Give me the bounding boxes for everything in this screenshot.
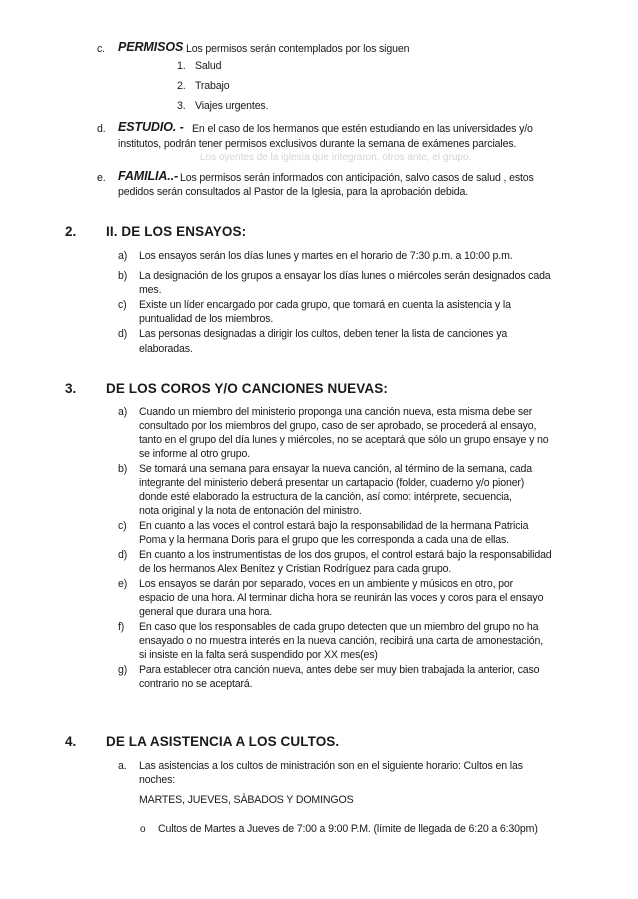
permisos-item-num: 2. [177, 80, 186, 92]
list-item-line: tanto en el grupo del día lunes y miércoles, no se aceptará que sólo un grupo ensaye y no [139, 434, 549, 446]
permisos-item-text: Trabajo [195, 80, 230, 92]
section-number: 2. [65, 224, 77, 239]
estudio-line: institutos, podrán tener permisos exclusivos durante la semana de exámenes parciales. [118, 138, 517, 150]
section-title: DE LA ASISTENCIA A LOS CULTOS. [106, 734, 340, 749]
list-item-line: Poma y la hermana Doris para el grupo que les corresponda a cada una de ellas. [139, 534, 509, 546]
list-item-line: espacio de una hora. Al terminar dicha hora se reunirán las voces y coros para el ensayo [139, 592, 544, 604]
list-item-line: consultado por los miembros del grupo, caso de ser aprobado, se procederá al ensayo, [139, 420, 537, 432]
list-letter: b) [118, 270, 128, 282]
list-item-line: Existe un líder encargado por cada grupo, que tomará en cuenta la asistencia y la [139, 299, 511, 311]
estudio-letter: d. [97, 123, 106, 135]
permisos-intro: Los permisos serán contemplados por los siguen [186, 43, 410, 55]
list-item-line: mes. [139, 284, 162, 296]
list-letter: d) [118, 549, 128, 561]
list-item-line: Los ensayos se darán por separado, voces en un ambiente y músicos en otro, por [139, 578, 514, 590]
familia-label: FAMILIA..- [118, 169, 179, 183]
section-title: DE LOS COROS Y/O CANCIONES NUEVAS: [106, 381, 388, 396]
list-letter: d) [118, 328, 128, 340]
list-item-line: Cuando un miembro del ministerio proponga una canción nueva, esta misma debe ser [139, 406, 533, 418]
list-item-line: Las asistencias a los cultos de ministración son en el siguiente horario: Cultos en las [139, 760, 523, 772]
list-item-line: noches: [139, 774, 176, 786]
permisos-letter: c. [97, 43, 105, 55]
familia-line: Los permisos serán informados con anticipación, salvo casos de salud , estos [180, 172, 534, 184]
list-letter: f) [118, 621, 125, 633]
familia-line: pedidos serán consultados al Pastor de la Iglesia, para la aprobación debida. [118, 186, 469, 198]
estudio-label: ESTUDIO. - [118, 120, 184, 134]
permisos-item-num: 3. [177, 100, 186, 112]
list-item-line: si insiste en la falta será suspendido por XX mes(es) [139, 649, 378, 661]
list-letter: e) [118, 578, 128, 590]
list-item-line: En cuanto a las voces el control estará bajo la responsabilidad de la hermana Patricia [139, 520, 529, 532]
list-item-line: de los hermanos Alex Benítez y Cristian Rodríguez para cada grupo. [139, 563, 452, 575]
list-item-line: Los ensayos serán los días lunes y martes en el horario de 7:30 p.m. a 10:00 p.m. [139, 250, 513, 262]
list-letter: b) [118, 463, 128, 475]
section-number: 3. [65, 381, 77, 396]
list-item-line: Para establecer otra canción nueva, antes debe ser muy bien trabajada la anterior, caso [139, 664, 540, 676]
permisos-item-text: Viajes urgentes. [195, 100, 269, 112]
list-letter: a) [118, 250, 128, 262]
list-letter: c) [118, 299, 127, 311]
bullet-icon: o [140, 824, 146, 835]
list-item-line: se informe al otro grupo. [139, 448, 251, 460]
permisos-label: PERMISOS [118, 40, 184, 54]
days-line: MARTES, JUEVES, SÀBADOS Y DOMINGOS [139, 794, 354, 806]
section-title: II. DE LOS ENSAYOS: [106, 224, 247, 239]
list-item-line: donde esté elaborado la estructura de la canción, así como: intérprete, secuencia, [139, 491, 512, 503]
list-item-line: Se tomará una semana para ensayar la nueva canción, al término de la semana, cada [139, 463, 533, 475]
list-item-line: En cuanto a los instrumentistas de los dos grupos, el control estará bajo la responsabilidad [139, 549, 552, 561]
list-letter: a) [118, 406, 128, 418]
list-letter: g) [118, 664, 128, 676]
faint-background-text: Los oyentes de la iglesia que integraron, otros ante, el grupo. [200, 152, 472, 163]
list-item-line: nota original y la nota de entonación del ministro. [139, 505, 362, 517]
bullet-item-text: Cultos de Martes a Jueves de 7:00 a 9:00 P.M. (límite de llegada de 6:20 a 6:30pm) [158, 823, 538, 835]
list-item-line: integrante del ministerio deberá presentar un cartapacio (folder, cuaderno y/o pioner) [139, 477, 525, 489]
list-item-line: contrario no se aceptará. [139, 678, 253, 690]
permisos-item-text: Salud [195, 60, 222, 72]
list-item-line: general que durara una hora. [139, 606, 273, 618]
list-item-line: En caso que los responsables de cada grupo detecten que un miembro del grupo no ha [139, 621, 539, 633]
familia-letter: e. [97, 172, 106, 184]
section-number: 4. [65, 734, 77, 749]
list-letter: a. [118, 760, 127, 772]
list-item-line: Las personas designadas a dirigir los cultos, deben tener la lista de canciones ya [139, 328, 508, 340]
permisos-item-num: 1. [177, 60, 186, 72]
list-item-line: La designación de los grupos a ensayar los días lunes o miércoles serán designados cada [139, 270, 551, 282]
list-item-line: puntualidad de los miembros. [139, 313, 274, 325]
list-item-line: elaboradas. [139, 343, 193, 355]
list-letter: c) [118, 520, 127, 532]
list-item-line: ensayado o no muestra interés en la nueva canción, recibirá una carta de amonestación, [139, 635, 544, 647]
estudio-line: En el caso de los hermanos que estén estudiando en las universidades y/o [192, 123, 533, 135]
